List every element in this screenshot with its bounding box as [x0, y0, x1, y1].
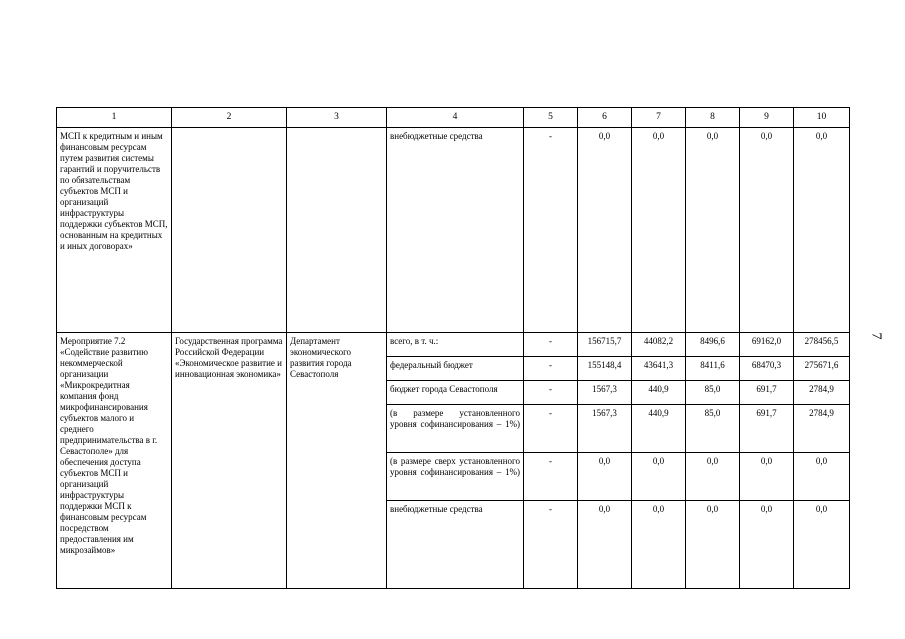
- value-cell: 275671,6: [794, 357, 850, 381]
- table-row: [57, 333, 850, 357]
- value-cell: 0,0: [578, 501, 632, 589]
- executor-cell: [287, 128, 387, 333]
- value-cell: 0,0: [686, 453, 740, 501]
- value-cell: 85,0: [686, 405, 740, 453]
- value-cell: 0,0: [578, 453, 632, 501]
- value-cell: 0,0: [740, 128, 794, 333]
- value-cell: 43641,3: [632, 357, 686, 381]
- value-cell: 0,0: [632, 128, 686, 333]
- header-cell: 5: [524, 108, 578, 128]
- table-row: [57, 128, 850, 333]
- value-cell: -: [524, 128, 578, 333]
- value-cell: 85,0: [686, 381, 740, 405]
- value-cell: -: [524, 453, 578, 501]
- program-cell: Государственная программа Российской Федерации «Экономическое развитие и инновационная экономика»: [172, 333, 287, 589]
- header-cell: 7: [632, 108, 686, 128]
- source-cell: (в размере сверх установленного уровня софинансирования – 1%): [387, 453, 524, 501]
- value-cell: 155148,4: [578, 357, 632, 381]
- source-cell: бюджет города Севастополя: [387, 381, 524, 405]
- value-cell: 691,7: [740, 405, 794, 453]
- value-cell: 440,9: [632, 381, 686, 405]
- value-cell: 69162,0: [740, 333, 794, 357]
- source-cell: федеральный бюджет: [387, 357, 524, 381]
- value-cell: -: [524, 357, 578, 381]
- value-cell: -: [524, 333, 578, 357]
- value-cell: 0,0: [794, 128, 850, 333]
- value-cell: 278456,5: [794, 333, 850, 357]
- value-cell: 1567,3: [578, 405, 632, 453]
- table-header-row: [57, 108, 850, 128]
- value-cell: 0,0: [794, 453, 850, 501]
- value-cell: 0,0: [632, 453, 686, 501]
- value-cell: 0,0: [578, 128, 632, 333]
- executor-cell: Департамент экономического развития города Севастополя: [287, 333, 387, 589]
- page-number: 7: [868, 332, 884, 340]
- header-cell: 1: [57, 108, 172, 128]
- value-cell: 2784,9: [794, 381, 850, 405]
- header-cell: 9: [740, 108, 794, 128]
- value-cell: -: [524, 501, 578, 589]
- measure-cell: МСП к кредитным и иным финансовым ресурсам путем развития системы гарантий и поручительств по обязательствам субъектов МСП и организаций инфраструктуры поддержки субъектов МСП, основанным на кредитных и иных договорах»: [57, 128, 172, 333]
- value-cell: 8496,6: [686, 333, 740, 357]
- value-cell: 0,0: [794, 501, 850, 589]
- source-cell: всего, в т. ч.:: [387, 333, 524, 357]
- value-cell: 0,0: [686, 501, 740, 589]
- header-cell: 2: [172, 108, 287, 128]
- source-cell: внебюджетные средства: [387, 501, 524, 589]
- value-cell: 68470,3: [740, 357, 794, 381]
- source-cell: внебюджетные средства: [387, 128, 524, 333]
- program-cell: [172, 128, 287, 333]
- value-cell: 156715,7: [578, 333, 632, 357]
- value-cell: -: [524, 405, 578, 453]
- funding-table: [56, 107, 850, 589]
- header-cell: 6: [578, 108, 632, 128]
- value-cell: 0,0: [740, 453, 794, 501]
- value-cell: 0,0: [740, 501, 794, 589]
- value-cell: 440,9: [632, 405, 686, 453]
- value-cell: 691,7: [740, 381, 794, 405]
- header-cell: 4: [387, 108, 524, 128]
- measure-cell: Мероприятие 7.2 «Содействие развитию некоммерческой организации «Микрокредитная компания фонд микрофинансирования субъектов малого и среднего предпринимательства в г. Севастополе» для обеспечения доступа субъектов МСП и организаций инфраструктуры поддержки МСП к финансовым ресурсам посредством предоставления им микрозаймов»: [57, 333, 172, 589]
- header-cell: 8: [686, 108, 740, 128]
- header-cell: 10: [794, 108, 850, 128]
- value-cell: 8411,6: [686, 357, 740, 381]
- value-cell: 44082,2: [632, 333, 686, 357]
- value-cell: 0,0: [632, 501, 686, 589]
- value-cell: 0,0: [686, 128, 740, 333]
- value-cell: 2784,9: [794, 405, 850, 453]
- value-cell: 1567,3: [578, 381, 632, 405]
- header-cell: 3: [287, 108, 387, 128]
- source-cell: (в размере установленного уровня софинансирования – 1%): [387, 405, 524, 453]
- value-cell: -: [524, 381, 578, 405]
